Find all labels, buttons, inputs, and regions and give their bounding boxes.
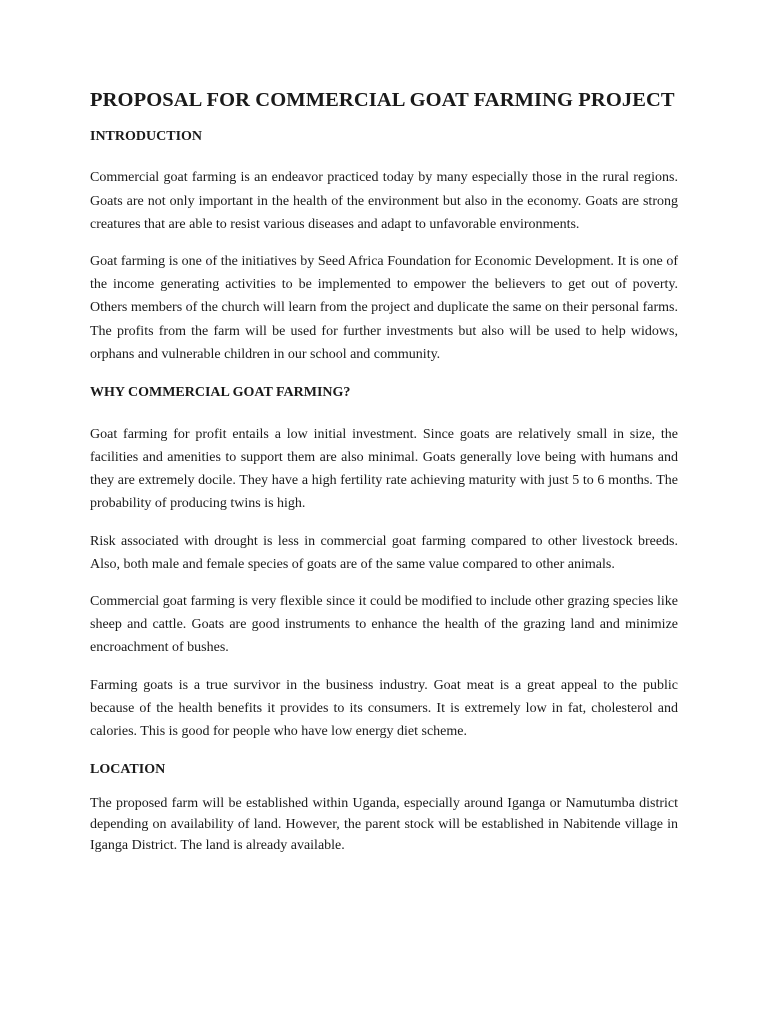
paragraph: Goat farming is one of the initiatives by Seed Africa Foundation for Economic Development. It is one of the income generating activities to be implemented to empower the believers to get out of poverty. Others members of the church will learn from the project and duplicate the same on their personal farms. The profits from the farm will be used for further investments but also will be used to help widows, orphans and vulnerable children in our school and community. xyxy=(90,254,678,362)
section-heading-introduction: INTRODUCTION xyxy=(90,128,203,144)
document-page xyxy=(90,88,678,856)
paragraph: Farming goats is a true survivor in the business industry. Goat meat is a great appeal to the public because of the health benefits it provides to its consumers. It is extremely low in fat, cholesterol and calories. This is good for people who have low energy diet scheme. xyxy=(90,677,678,740)
document-title: PROPOSAL FOR COMMERCIAL GOAT FARMING PROJECT xyxy=(90,89,675,111)
section-heading-why: WHY COMMERCIAL GOAT FARMING? xyxy=(90,385,351,401)
paragraph: Goat farming for profit entails a low initial investment. Since goats are relatively small in size, the facilities and amenities to support them are also minimal. Goats generally love being with humans and they are extremely docile. They have a high fertility rate achieving maturity with just 5 to 6 months. The probability of producing twins is high. xyxy=(90,426,678,512)
paragraph: The proposed farm will be established within Uganda, especially around Iganga or Namutumba district depending on availability of land. However, the parent stock will be established in Nabitende village in Iganga District. The land is already available. xyxy=(90,796,678,854)
paragraph: Risk associated with drought is less in commercial goat farming compared to other livestock breeds. Also, both male and female species of goats are of the same value compared to other animals. xyxy=(90,533,678,572)
paragraph: Commercial goat farming is an endeavor practiced today by many especially those in the rural regions. Goats are not only important in the health of the environment but also in the economy. Goats are strong creatures that are able to resist various diseases and adapt to unfavorable environments. xyxy=(90,170,678,232)
paragraph: Commercial goat farming is very flexible since it could be modified to include other grazing species like sheep and cattle. Goats are good instruments to enhance the health of the grazing land and minimize encroachment of bushes. xyxy=(90,594,678,656)
section-heading-location: LOCATION xyxy=(90,762,166,778)
